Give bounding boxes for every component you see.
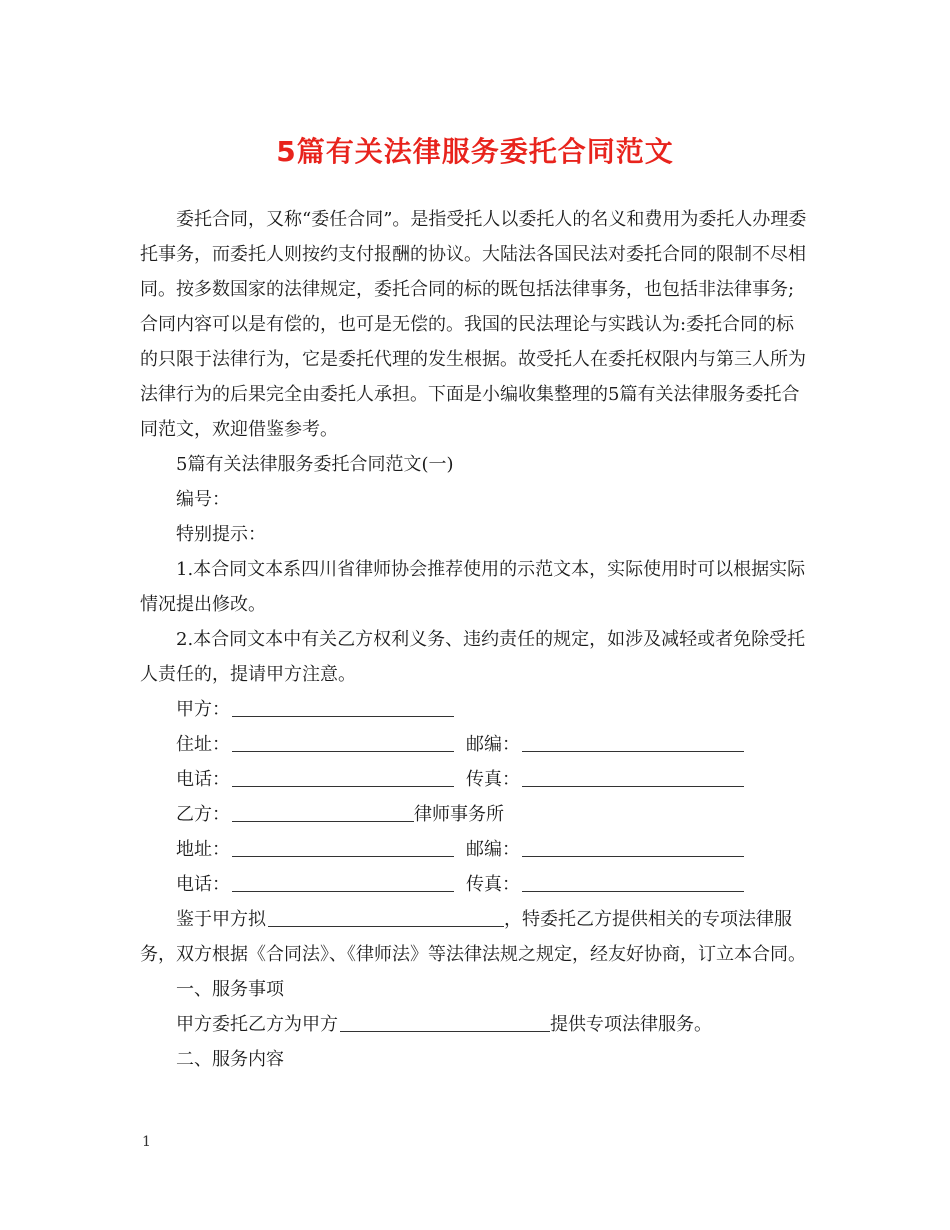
clause-1-suffix: 提供专项法律服务。 bbox=[550, 1014, 712, 1035]
notice-label: 特别提示： bbox=[176, 524, 266, 545]
party-b-blank bbox=[232, 799, 414, 822]
clause-2-heading: 二、服务内容 bbox=[176, 1049, 284, 1070]
phone-a-label: 电话： bbox=[176, 769, 230, 790]
party-b-row bbox=[140, 797, 812, 832]
number-label: 编号： bbox=[176, 489, 230, 510]
phone-a-row bbox=[140, 762, 812, 797]
notice-item-2: 2.本合同文本中有关乙方权利义务、违约责任的规定，如涉及减轻或者免除受托人责任的，提请甲方注意。 bbox=[140, 629, 806, 685]
notice-item-1: 1.本合同文本系四川省律师协会推荐使用的示范文本，实际使用时可以根据实际情况提出修改。 bbox=[140, 559, 806, 615]
address-b-label: 地址： bbox=[176, 839, 230, 860]
postcode-b-label: 邮编： bbox=[466, 839, 520, 860]
clause-1-blank bbox=[340, 1009, 550, 1032]
page-number: 1 bbox=[142, 1134, 151, 1150]
preamble-paragraph bbox=[140, 902, 812, 972]
phone-b-label: 电话： bbox=[176, 874, 230, 895]
fax-b-label: 传真： bbox=[466, 874, 520, 895]
party-a-row bbox=[140, 692, 812, 727]
clause-1-text bbox=[140, 1007, 812, 1042]
phone-b-blank bbox=[232, 869, 454, 892]
fax-a-label: 传真： bbox=[466, 769, 520, 790]
address-b-row bbox=[140, 832, 812, 867]
preamble-blank bbox=[268, 904, 504, 927]
document-title: 5篇有关法律服务委托合同范文 bbox=[276, 135, 674, 168]
postcode-b-blank bbox=[522, 834, 744, 857]
postcode-a-label: 邮编： bbox=[466, 734, 520, 755]
address-a-row bbox=[140, 727, 812, 762]
postcode-a-blank bbox=[522, 729, 744, 752]
party-b-label: 乙方： bbox=[176, 804, 230, 825]
clause-1-heading: 一、服务事项 bbox=[176, 979, 284, 1000]
phone-b-row bbox=[140, 867, 812, 902]
fax-b-blank bbox=[522, 869, 744, 892]
intro-paragraph: 委托合同，又称“委任合同”。是指受托人以委托人的名义和费用为委托人办理委托事务，而委托人则按约支付报酬的协议。大陆法各国民法对委托合同的限制不尽相同。按多数国家的法律规定，委托合同的标的既包括法律事务，也包括非法律事务;合同内容可以是有偿的，也可是无偿的。我国的民法理论与实践认为:委托合同的标的只限于法律行为，它是委托代理的发生根据。故受托人在委托权限内与第三人所为法律行为的后果完全由委托人承担。下面是小编收集整理的5篇有关法律服务委托合同范文，欢迎借鉴参考。 bbox=[140, 209, 807, 440]
party-a-label: 甲方： bbox=[176, 699, 230, 720]
document-body bbox=[140, 202, 812, 1077]
phone-a-blank bbox=[232, 764, 454, 787]
fax-a-blank bbox=[522, 764, 744, 787]
clause-1-prefix: 甲方委托乙方为甲方 bbox=[176, 1014, 338, 1035]
section-heading: 5篇有关法律服务委托合同范文(一) bbox=[176, 454, 454, 475]
address-a-blank bbox=[232, 729, 454, 752]
address-b-blank bbox=[232, 834, 454, 857]
party-a-blank bbox=[232, 694, 454, 717]
preamble-prefix: 鉴于甲方拟 bbox=[176, 909, 266, 930]
party-b-suffix: 律师事务所 bbox=[414, 804, 504, 825]
address-a-label: 住址： bbox=[176, 734, 230, 755]
preamble-rest: ，特委托乙方提供相关的专项法律服务，双方根据《合同法》、《律师法》等法律法规之规定，经友好协商，订立本合同。 bbox=[140, 909, 806, 965]
